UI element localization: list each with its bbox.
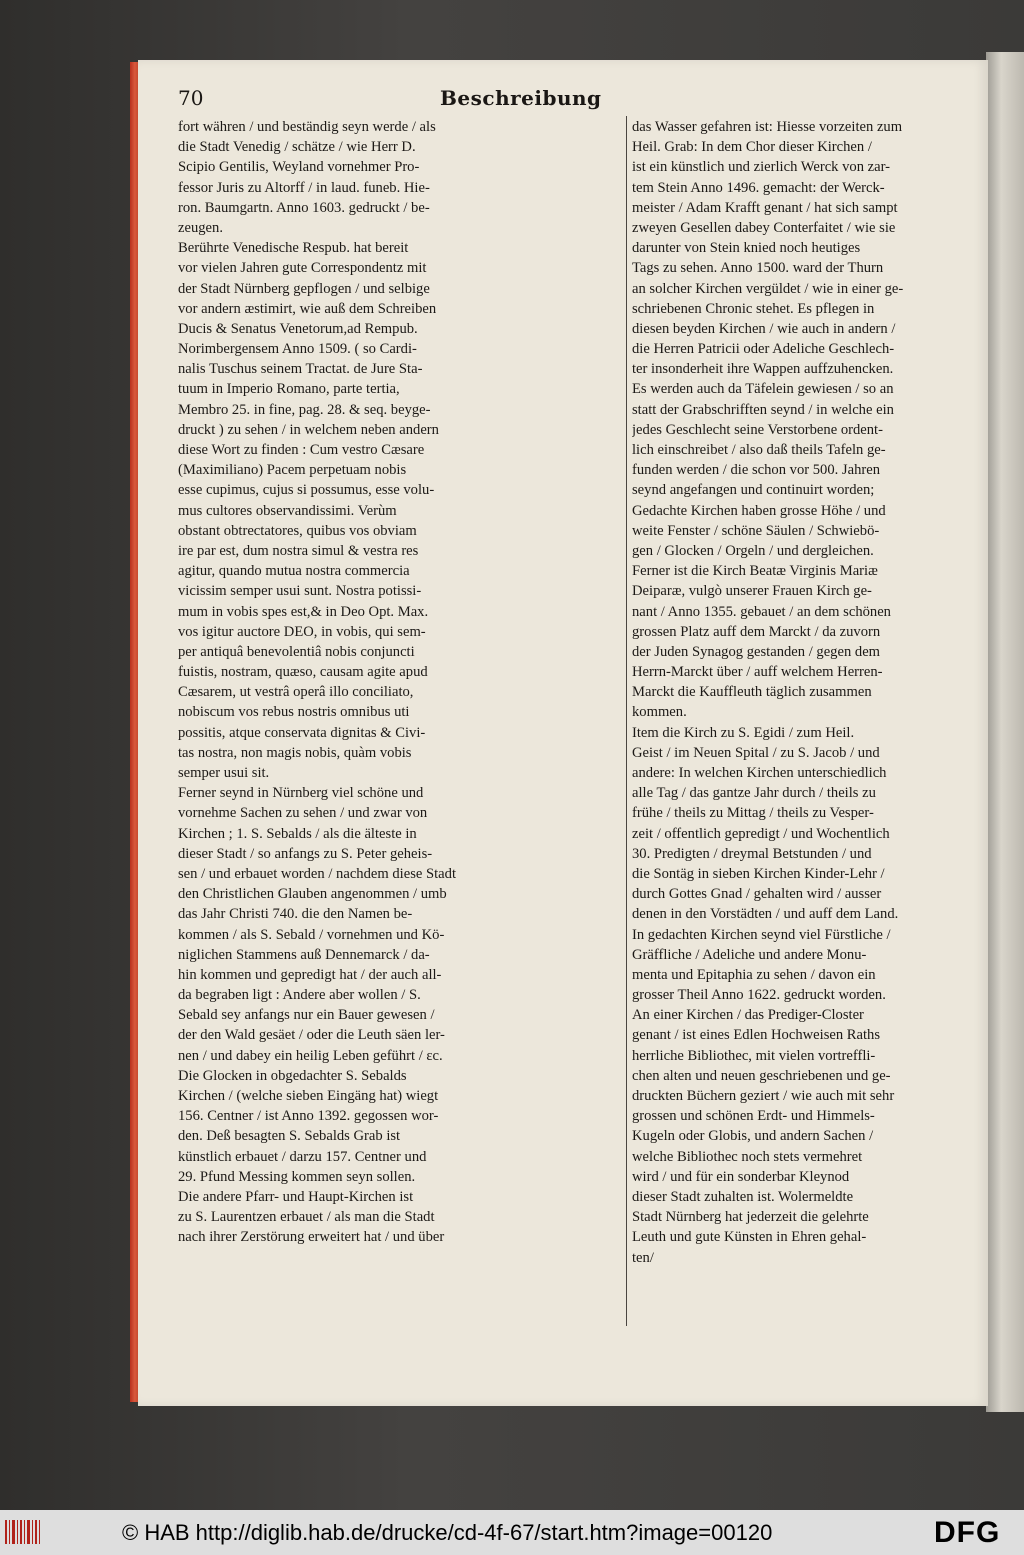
text-line: da begraben ligt : Andere aber wollen / S.: [178, 987, 421, 1004]
text-line: weite Fenster / schöne Säulen / Schwiebö-: [632, 522, 880, 539]
text-line: Membro 25. in fine, pag. 28. & seq. beyge-: [178, 401, 431, 418]
text-line: Cæsarem, ut vestrâ operâ illo conciliato,: [178, 684, 414, 701]
text-line: der den Wald gesäet / oder die Leuth säen ler-: [178, 1027, 445, 1044]
text-line: die Sontäg in sieben Kirchen Kinder-Lehr /: [632, 865, 885, 882]
text-line: zeit / offentlich gepredigt / und Wochentlich: [632, 825, 890, 842]
text-line: per antiquâ benevolentiâ nobis conjuncti: [178, 643, 415, 660]
text-line: An einer Kirchen / das Prediger-Closter: [632, 1007, 864, 1024]
text-line: schriebenen Chronic stehet. Es pflegen in: [632, 300, 875, 317]
text-line: funden werden / die schon vor 500. Jahren: [632, 462, 881, 479]
text-line: Stadt Nürnberg hat jederzeit die gelehrte: [632, 1209, 869, 1226]
text-column-right: [632, 117, 1024, 1268]
text-line: ist ein künstlich und zierlich Werck von zar-: [632, 159, 891, 176]
text-line: nant / Anno 1355. gebauet / an dem schönen: [632, 603, 891, 620]
text-line: grosser Theil Anno 1622. gedruckt worden.: [632, 987, 886, 1004]
text-line: Sebald sey anfangs nur ein Bauer gewesen /: [178, 1007, 435, 1024]
text-line: agitur, quando mutua nostra commercia: [178, 563, 410, 580]
text-line: welche Bibliothec noch stets vermehret: [632, 1148, 863, 1165]
text-line: statt der Grabschrifften seynd / in welche ein: [632, 401, 894, 418]
text-line: ire par est, dum nostra simul & vestra res: [178, 542, 419, 559]
footer-source-link[interactable]: © HAB http://diglib.hab.de/drucke/cd-4f-67/start.htm?image=00120: [122, 1520, 773, 1545]
text-line: semper usui sit.: [178, 765, 270, 781]
text-line: Deiparæ, vulgò unserer Frauen Kirch ge-: [632, 583, 872, 600]
text-line: darunter von Stein knied noch heutiges: [632, 240, 861, 257]
text-line: jedes Geschlecht seine Verstorbene ordent-: [632, 421, 883, 438]
text-line: Es werden auch da Täfelein gewiesen / so an: [632, 381, 894, 398]
text-line: Item die Kirch zu S. Egidi / zum Heil.: [632, 724, 855, 741]
text-line: tas nostra, non magis nobis, quàm vobis: [178, 744, 412, 761]
text-line: fuistis, nostram, quæso, causam agite apud: [178, 664, 428, 681]
text-line: nalis Tuschus seinem Tractat. de Jure Sta-: [178, 361, 423, 378]
page-header: [178, 86, 678, 116]
page-number: 70: [178, 86, 204, 110]
text-line: Die andere Pfarr- und Haupt-Kirchen ist: [178, 1188, 414, 1205]
text-line: meister / Adam Krafft genant / hat sich sampt: [632, 199, 898, 216]
text-line: herrliche Bibliothec, mit vielen vortreffli-: [632, 1047, 876, 1064]
text-line: sen / und erbauet worden / nachdem diese Stadt: [178, 865, 457, 882]
text-line: frühe / theils zu Mittag / theils zu Vesper-: [632, 805, 874, 822]
text-line: der Stadt Nürnberg gepflogen / und selbige: [178, 280, 430, 297]
text-column-left: [178, 117, 626, 1248]
text-line: fessor Juris zu Altorff / in laud. funeb. Hie-: [178, 179, 430, 196]
text-line: mum in vobis spes est,& in Deo Opt. Max.: [178, 603, 429, 620]
text-line: den Christlichen Glauben angenommen / umb: [178, 886, 447, 903]
text-line: Die Glocken in obgedachter S. Sebalds: [178, 1067, 407, 1084]
text-line: ter insonderheit ihre Wappen auffzuhencken.: [632, 361, 894, 378]
text-line: künstlich erbauet / darzu 157. Centner und: [178, 1148, 427, 1165]
text-line: Gräffliche / Adeliche und andere Monu-: [632, 946, 867, 963]
text-line: druckten Büchern geziert / wie auch mit sehr: [632, 1088, 895, 1104]
text-line: In gedachten Kirchen seynd viel Fürstliche /: [632, 926, 891, 943]
text-line: Scipio Gentilis, Weyland vornehmer Pro-: [178, 159, 420, 176]
text-line: Ferner seynd in Nürnberg viel schöne und: [178, 785, 424, 802]
text-line: 29. Pfund Messing kommen seyn sollen.: [178, 1168, 416, 1185]
text-line: durch Gottes Gnad / gehalten wird / ausser: [632, 886, 882, 903]
text-line: vos igitur auctore DEO, in vobis, qui sem-: [178, 623, 426, 640]
text-line: lich einschreibet / also daß theils Tafeln ge-: [632, 442, 886, 458]
text-line: kommen.: [632, 704, 687, 721]
text-line: 30. Predigten / dreymal Betstunden / und: [632, 845, 872, 862]
text-line: possitis, atque conservata dignitas & Civi-: [178, 724, 426, 741]
text-line: seynd angefangen und continuirt worden;: [632, 482, 875, 499]
text-line: ten/: [632, 1249, 654, 1266]
text-line: diese Wort zu finden : Cum vestro Cæsare: [178, 442, 425, 458]
text-line: Herrn-Marckt über / auff welchem Herren-: [632, 664, 883, 681]
text-line: den. Deß besagten S. Sebalds Grab ist: [178, 1128, 401, 1145]
text-line: der Juden Synagog gestanden / gegen dem: [632, 643, 881, 660]
text-line: das Jahr Christi 740. die den Namen be-: [178, 906, 413, 923]
column-divider: [626, 116, 627, 1326]
text-line: Tags zu sehen. Anno 1500. ward der Thurn: [632, 260, 884, 277]
text-line: obstant obtrectatores, quibus vos obviam: [178, 522, 417, 539]
text-line: fort währen / und beständig seyn werde / als: [178, 119, 436, 135]
text-line: druckt ) zu sehen / in welchem neben andern: [178, 421, 439, 438]
text-line: alle Tag / das gantze Jahr durch / theils zu: [632, 785, 876, 802]
text-line: (Maximiliano) Pacem perpetuam nobis: [178, 462, 407, 479]
text-line: vor vielen Jahren gute Correspondentz mit: [178, 260, 427, 277]
text-line: diesen beyden Kirchen / wie auch in andern /: [632, 320, 896, 337]
text-line: Geist / im Neuen Spital / zu S. Jacob / und: [632, 744, 880, 761]
text-line: die Stadt Venedig / schätze / wie Herr D.: [178, 139, 416, 156]
text-line: an solcher Kirchen vergüldet / wie in einer ge-: [632, 280, 904, 297]
text-line: menta und Epitaphia zu sehen / davon ein: [632, 966, 876, 983]
text-line: mus cultores observandissimi. Verùm: [178, 502, 397, 519]
text-line: Leuth und gute Künsten in Ehren gehal-: [632, 1229, 867, 1246]
text-line: nen / und dabey ein heilig Leben geführt / ɛc.: [178, 1047, 443, 1064]
text-line: grossen Platz auff dem Marckt / da zuvorn: [632, 623, 881, 640]
text-line: tuum in Imperio Romano, parte tertia,: [178, 381, 400, 398]
dfg-logo: DFG: [934, 1516, 1001, 1549]
text-line: tem Stein Anno 1496. gemacht: der Werck-: [632, 179, 885, 196]
text-line: grossen und schönen Erdt- und Himmels-: [632, 1108, 875, 1125]
text-line: genant / ist eines Edlen Hochweisen Raths: [632, 1027, 881, 1044]
text-line: zweyen Gesellen dabey Conterfaitet / wie sie: [632, 219, 896, 236]
text-line: chen alten und neuen geschriebenen und ge-: [632, 1067, 891, 1084]
text-line: denen in den Vorstädten / und auff dem Land.: [632, 906, 899, 923]
text-line: gen / Glocken / Orgeln / und dergleichen.: [632, 542, 874, 559]
barcode-icon: [4, 1516, 44, 1548]
text-line: das Wasser gefahren ist: Hiesse vorzeiten zum: [632, 119, 903, 135]
page-red-edge: [130, 62, 138, 1402]
text-line: dieser Stadt / so anfangs zu S. Peter geheis-: [178, 845, 433, 862]
text-line: nach ihrer Zerstörung erweitert hat / und über: [178, 1229, 445, 1246]
text-line: ron. Baumgartn. Anno 1603. gedruckt / be-: [178, 199, 430, 216]
text-line: Gedachte Kirchen haben grosse Höhe / und: [632, 502, 886, 519]
text-line: dieser Stadt zuhalten ist. Wolermeldte: [632, 1188, 854, 1205]
text-line: vor andern æstimirt, wie auß dem Schreiben: [178, 300, 437, 317]
text-line: Kirchen ; 1. S. Sebalds / als die älteste in: [178, 825, 417, 842]
text-line: die Herren Patricii oder Adeliche Geschlech-: [632, 341, 895, 358]
text-line: niglichen Stammens auß Dennemarck / da-: [178, 946, 430, 963]
text-line: Kugeln oder Globis, und andern Sachen /: [632, 1128, 874, 1145]
text-line: 156. Centner / ist Anno 1392. gegossen wor-: [178, 1108, 439, 1125]
text-line: Marckt die Kauffleuth täglich zusammen: [632, 684, 872, 701]
text-line: Ferner ist die Kirch Beatæ Virginis Mariæ: [632, 563, 878, 580]
text-line: zu S. Laurentzen erbauet / als man die Stadt: [178, 1209, 435, 1226]
text-line: vicissim semper usui sunt. Nostra potissi-: [178, 583, 422, 600]
text-line: andere: In welchen Kirchen unterschiedlich: [632, 765, 887, 781]
text-line: wird / und für ein sonderbar Kleynod: [632, 1168, 850, 1185]
text-line: kommen / als S. Sebald / vornehmen und Kö-: [178, 926, 445, 943]
text-line: Kirchen / (welche sieben Eingäng hat) wiegt: [178, 1088, 439, 1104]
text-line: Norimbergensem Anno 1509. ( so Cardi-: [178, 341, 417, 358]
text-line: vornehme Sachen zu sehen / und zwar von: [178, 805, 428, 822]
text-line: esse cupimus, cujus si possumus, esse volu-: [178, 482, 435, 499]
running-title: Beschreibung: [440, 86, 602, 110]
text-line: Berührte Venedische Respub. hat bereit: [178, 240, 409, 257]
text-line: Ducis & Senatus Venetorum,ad Rempub.: [178, 320, 418, 337]
text-line: hin kommen und gepredigt hat / der auch all-: [178, 966, 442, 983]
text-line: Heil. Grab: In dem Chor dieser Kirchen /: [632, 139, 872, 156]
text-line: nobiscum vos rebus nostris omnibus uti: [178, 704, 410, 721]
text-line: zeugen.: [178, 219, 223, 236]
